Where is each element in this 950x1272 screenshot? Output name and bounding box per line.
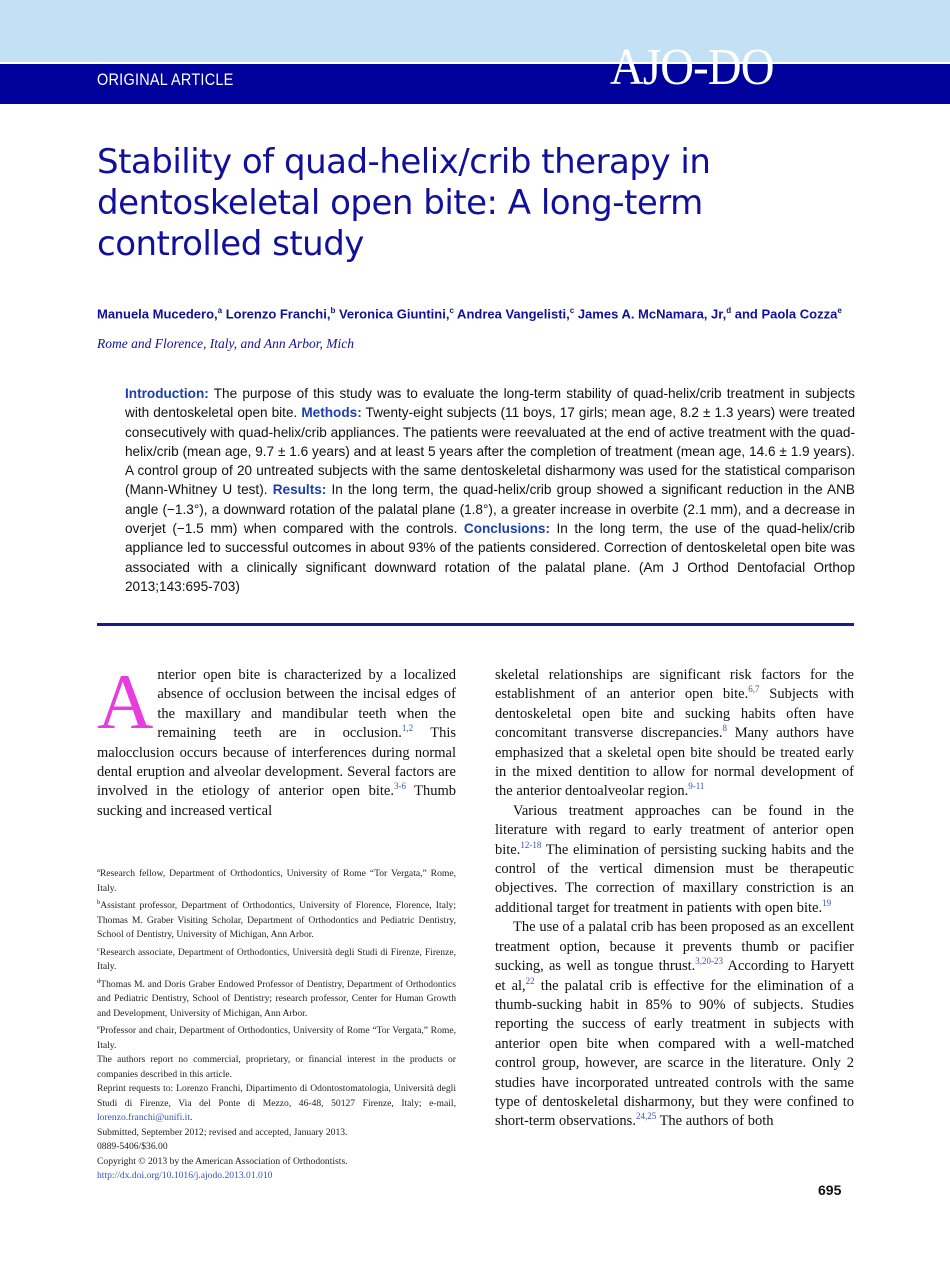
left-column (97, 658, 457, 821)
text-run: Many authors have emphasized that a skeletal open bite should be treated early in the mixed dentition to allow for normal development of the anterior dentoalveolar region. (495, 725, 854, 800)
text-run: nterior open bite is characterized by a localized absence of occlusion between the incisal edges of the maxillary and mandibular teeth when the remaining teeth are in occlusion. (157, 667, 456, 742)
author-name: Veronica Giuntini, (335, 306, 450, 322)
reference-superscript[interactable]: 22 (525, 975, 535, 986)
paragraph (495, 802, 854, 918)
reference-superscript[interactable]: 19 (822, 898, 832, 909)
text-run: Copyright © 2013 by the American Association of Orthodontists. (97, 1155, 348, 1167)
footnote (97, 1155, 456, 1169)
footnote-mark: e (97, 1024, 100, 1032)
divider (97, 623, 854, 626)
abstract-text: Twenty-eight subjects (11 boys, 17 girls; mean age, 8.2 ± 1.3 years) were treated consecutively with quad-helix/crib appliances. The patients were reevaluated at the end of active treatment with the quad-helix/crib (mean age, 9.7 ± 1.6 years) and at least 5 years after the completion of treatment (mean age, 14.6 ± 1.9 years). A control group of 20 untreated subjects with the same dentoskeletal disharmony was used for the statistical comparison (Mann-Whitney U test). (125, 405, 855, 498)
abstract-heading: Methods: (301, 405, 362, 421)
text-run: Professor and chair, Department of Orthodontics, University of Rome “Tor Vergata,” Rome, Italy. (97, 1025, 456, 1051)
header-band (0, 0, 950, 62)
footnote-mark: b (97, 899, 101, 907)
text-run: . (190, 1112, 193, 1124)
text-run: This malocclusion occurs because of interferences during normal dental eruption and alveolar development. Several factors are involved in the etiology of anterior open bite. (97, 725, 456, 800)
page-number: 695 (818, 1182, 842, 1198)
paragraph (495, 918, 854, 1131)
footnote (97, 896, 456, 943)
article-title: Stability of quad-helix/crib therapy in dentoskeletal open bite: A long-term controlled study (97, 142, 711, 264)
abstract-text: The purpose of this study was to evaluate the long-term stability of quad-helix/crib treatment in subjects with dentoskeletal open bite. (125, 386, 855, 421)
reference-superscript[interactable]: 1,2 (401, 723, 414, 734)
text-run: The use of a palatal crib has been proposed as an excellent treatment option, because it prevents thumb or pacifier sucking, as well as tongue thrust. (495, 919, 854, 975)
abstract-heading: Results: (272, 482, 327, 498)
abstract-text: In the long term, the use of the quad-helix/crib appliance led to successful outcomes in about 93% of the patients considered. Correction of dentoskeletal open bite was associated with a clinically significant downward rotation of the palatal plane. (Am J Orthod Dentofacial Orthop 2013;143:695-703) (125, 521, 855, 594)
link[interactable]: lorenzo.franchi@unifi.it (97, 1112, 191, 1124)
footnote (97, 864, 456, 896)
text-run: The authors report no commercial, proprietary, or financial interest in the products or companies described in this article. (97, 1054, 456, 1080)
paragraph (495, 666, 854, 802)
text-run: 0889-5406/$36.00 (97, 1141, 168, 1153)
text-run: Thumb sucking and increased vertical (97, 783, 457, 819)
journal-logo: AJO-DO (610, 39, 774, 96)
footnote (97, 1140, 456, 1154)
author-affiliation-mark: e (837, 306, 842, 315)
affiliation: Rome and Florence, Italy, and Ann Arbor, Mich (97, 336, 354, 351)
author-affiliation-mark: d (726, 306, 732, 315)
author-name: Andrea Vangelisti, (453, 306, 570, 322)
abstract (125, 384, 855, 596)
footnote (97, 1169, 456, 1183)
reference-superscript[interactable]: 24,25 (635, 1111, 657, 1122)
footnote (97, 1082, 456, 1125)
text-run: The authors of both (656, 1113, 774, 1130)
text-run: Thomas M. and Doris Graber Endowed Professor of Dentistry, Department of Orthodontics and Pediatric Dentistry, School of Dentistry; research professor, Center for Human Growth and Development, University of Michigan, Ann Arbor. (97, 978, 456, 1019)
footnote (97, 943, 456, 975)
author-affiliation-mark: c (569, 306, 575, 315)
text-run: Subjects with dentoskeletal open bite and sucking habits often have concomitant transverse discrepancies. (495, 686, 854, 742)
text-run: skeletal relationships are significant risk factors for the establishment of an anterior open bite. (495, 667, 854, 703)
text-run: Research fellow, Department of Orthodontics, University of Rome “Tor Vergata,” Rome, Italy. (97, 868, 456, 894)
footnotes (97, 864, 456, 1183)
footnote (97, 1021, 456, 1053)
reference-superscript[interactable]: 3-6 (393, 781, 406, 792)
author-name: Lorenzo Franchi, (222, 306, 331, 322)
abstract-heading: Introduction: (125, 386, 209, 401)
author-name: Manuela Mucedero, (97, 306, 218, 322)
abstract-heading: Conclusions: (463, 521, 550, 537)
abstract-text: In the long term, the quad-helix/crib group showed a significant reduction in the ANB angle (−1.3°), a downward rotation of the palatal plane (1.8°), a greater increase in overbite (2.1 mm), and a decrease in overjet (−1.5 mm) when compared with the controls. (125, 482, 856, 537)
text-run: the palatal crib is effective for the elimination of a thumb-sucking habit in 85% to 90% of subjects. Studies reporting the success of early treatment in subjects with anterior open bite when compared with a well-matched control group, however, are scarce in the literature. Only 2 studies have incorporated untreated controls with the same type of dentoskeletal disharmony, but they were confined to short-term observations. (495, 977, 854, 1130)
reference-superscript[interactable]: 8 (722, 723, 728, 734)
text-run: Submitted, September 2012; revised and accepted, January 2013. (97, 1126, 348, 1138)
author-affiliation-mark: a (217, 306, 223, 315)
footnote (97, 1053, 456, 1082)
author-name: James A. McNamara, Jr, (574, 306, 727, 322)
text-run: Assistant professor, Department of Orthodontics, University of Florence, Florence, Italy; Thomas M. Graber Visiting Scholar, Department of Orthodontics and Pediatric Dentistry, School of Dentistry, University of Michigan, Ann Arbor. (97, 900, 456, 941)
link[interactable]: http://dx.doi.org/10.1016/j.ajodo.2013.01.010 (97, 1170, 273, 1181)
author-list (97, 302, 857, 322)
section-label: ORIGINAL ARTICLE (97, 70, 234, 89)
reference-superscript[interactable]: 12-18 (520, 839, 542, 850)
footnote-mark: c (97, 945, 100, 953)
footnote (97, 1126, 456, 1140)
text-run: Various treatment approaches can be found in the literature with regard to early treatment of anterior open bite. (495, 802, 854, 858)
text-run: The elimination of persisting sucking habits and the control of the vertical dimension must be therapeutic objectives. The correction of maxillary constriction is an additional target for treatment in patients with open bite. (495, 841, 854, 916)
footnote-mark: d (97, 977, 101, 985)
reference-superscript[interactable]: 3,20-23 (695, 956, 724, 967)
reference-superscript[interactable]: 6,7 (748, 684, 760, 695)
author-name: and Paola Cozza (731, 306, 838, 322)
reference-superscript[interactable]: 9-11 (688, 781, 705, 792)
text-run: Reprint requests to: Lorenzo Franchi, Dipartimento di Odontostomatologia, Università degli Studi di Firenze, Via del Ponte di Mezzo, 46-48, 50127 Firenze, Italy; e-mail, (97, 1083, 456, 1109)
footnote (97, 975, 456, 1022)
text-run: Research associate, Department of Orthodontics, Università degli Studi di Firenze, Firenze, Italy. (97, 946, 456, 973)
right-column (495, 666, 854, 1132)
drop-cap: A (97, 658, 154, 745)
author-affiliation-mark: c (449, 306, 454, 315)
author-affiliation-mark: b (330, 306, 336, 315)
text-run: According to Haryett et al, (495, 958, 854, 994)
footnote-mark: a (97, 867, 100, 874)
